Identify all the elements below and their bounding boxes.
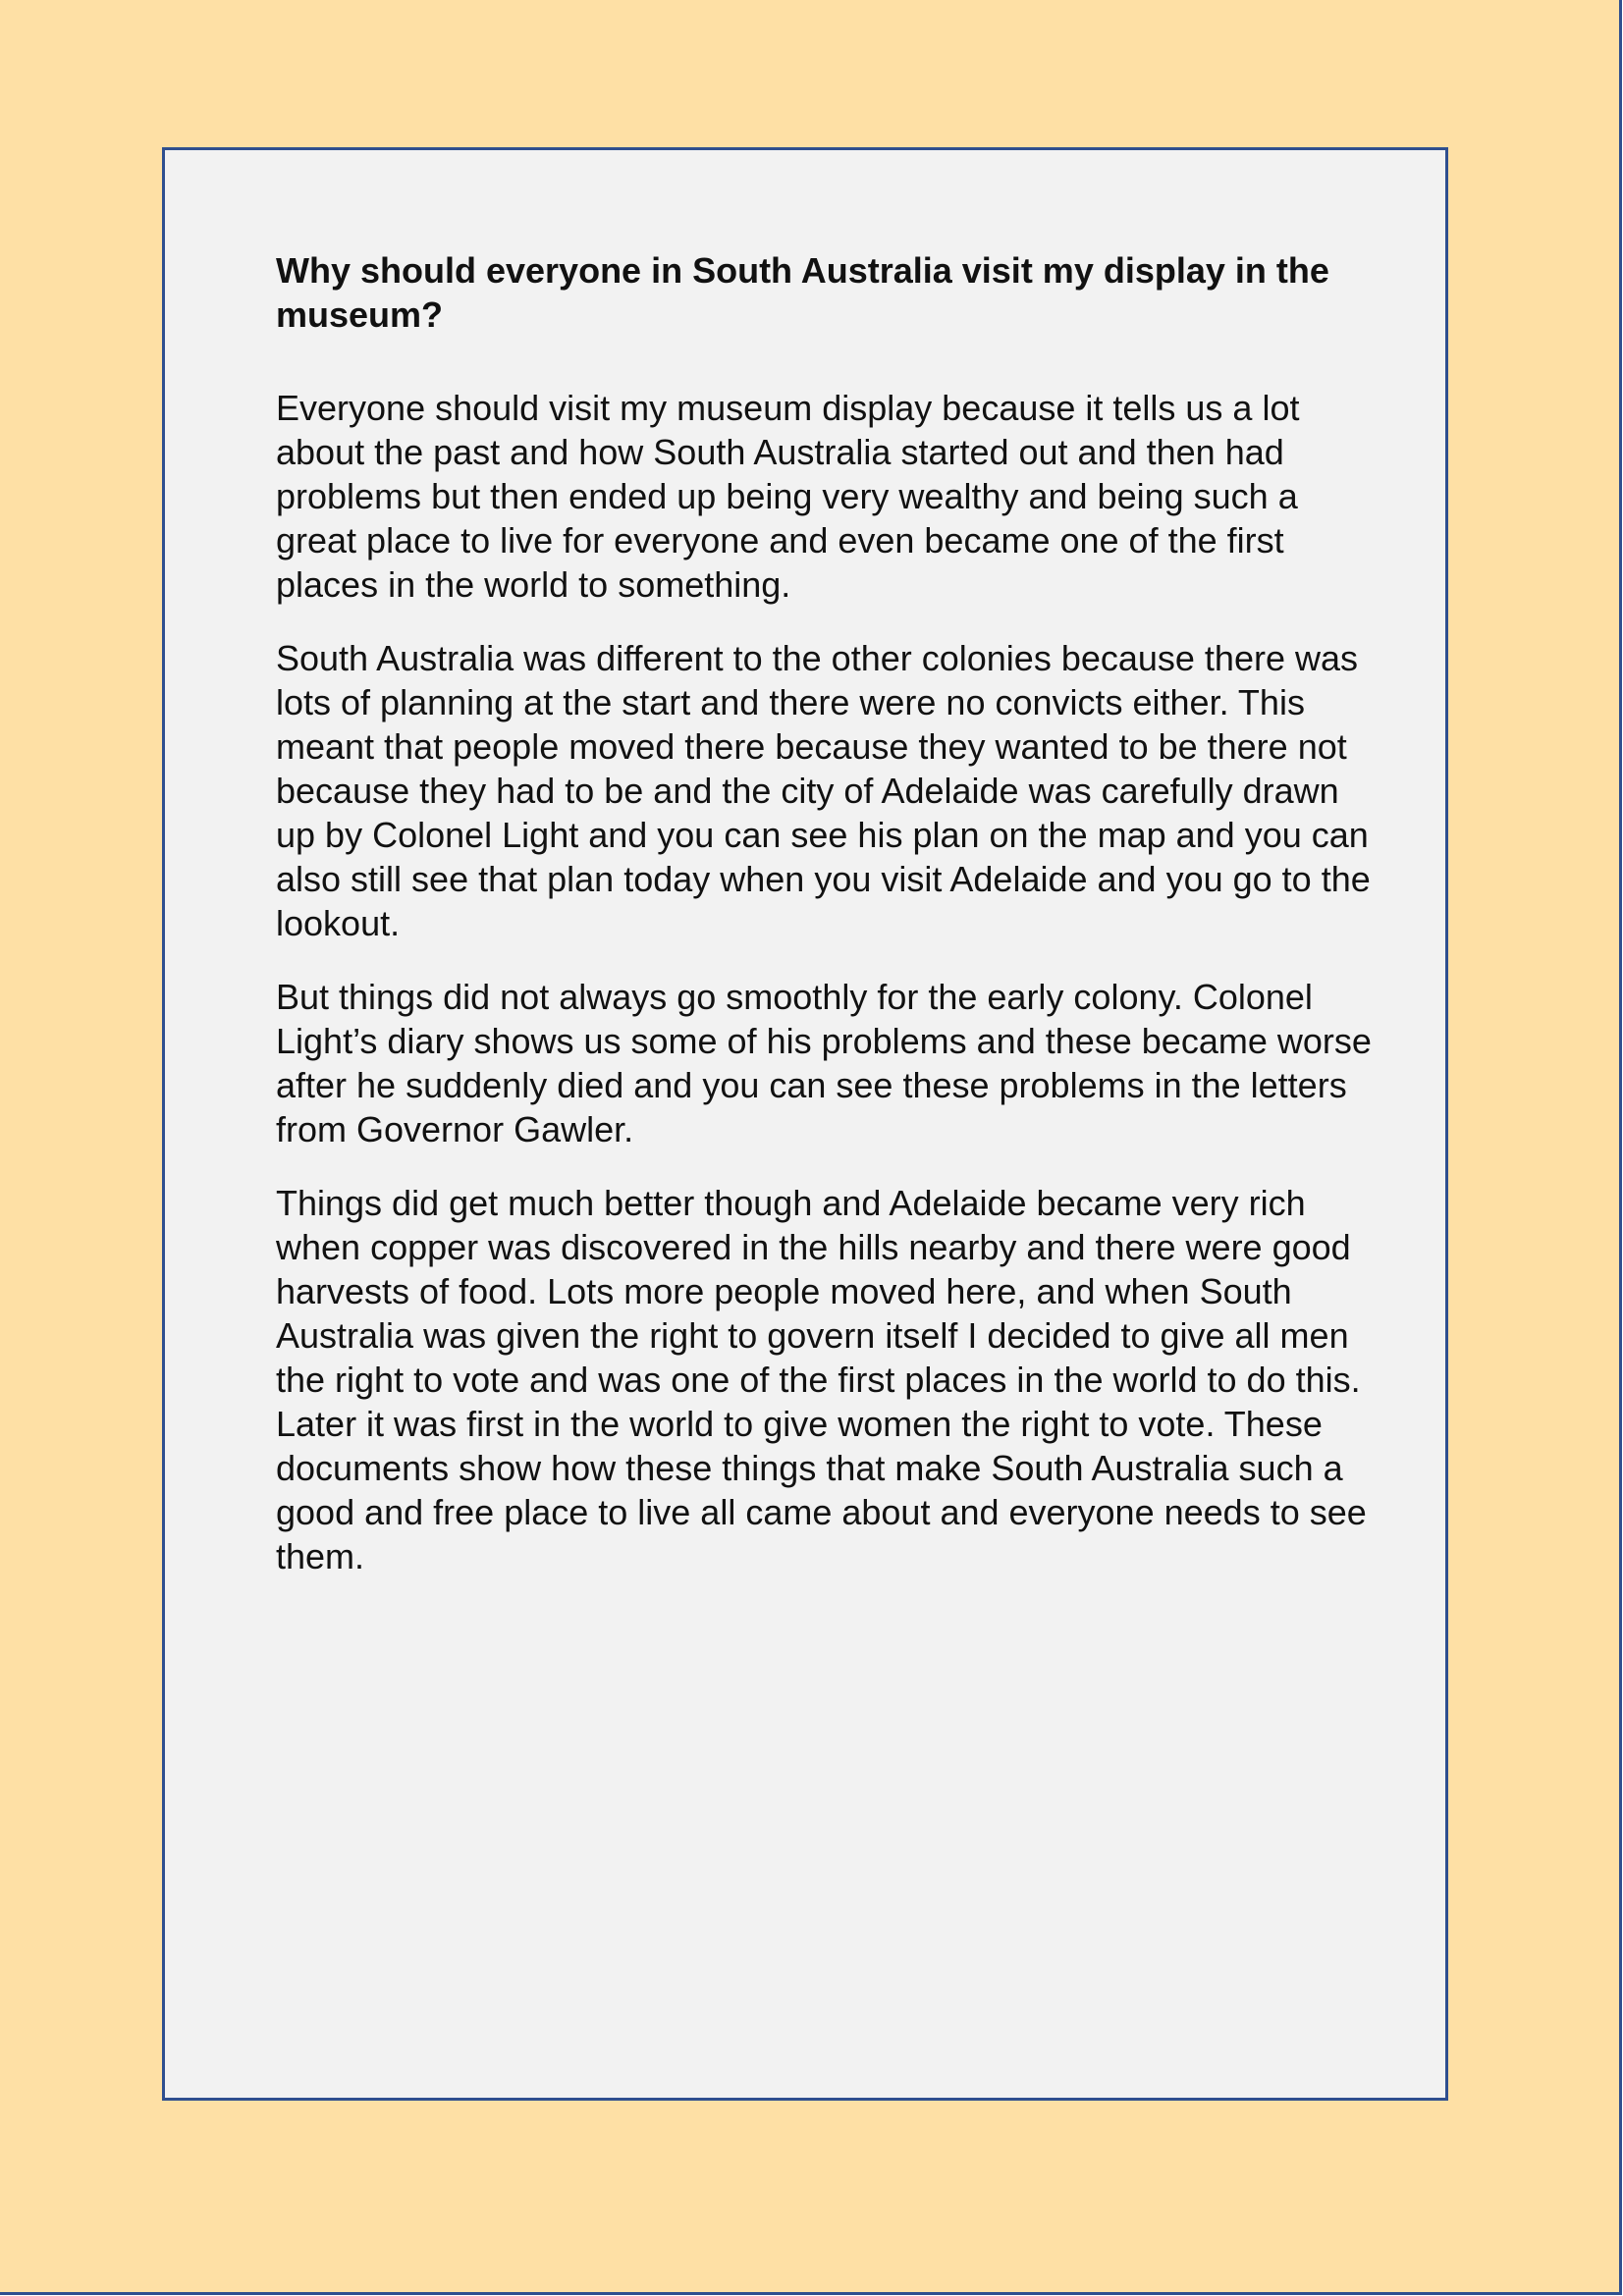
panel-content	[276, 248, 1385, 1608]
paragraph-4: Things did get much better though and Adelaide became very rich when copper was discovered in the hills nearby and there were good harvests of food. Lots more people moved here, and when South Australia was given the right to govern itself I decided to give all men the right to vote and was one of the first places in the world to do this. Later it was first in the world to give women the right to vote. These documents show how these things that make South Australia such a good and free place to live all came about and everyone needs to see them.	[276, 1183, 1367, 1576]
text-panel	[162, 147, 1448, 2101]
paragraph-1: Everyone should visit my museum display because it tells us a lot about the past and how South Australia started out and then had problems but then ended up being very wealthy and being such a great place to live for everyone and even became one of the first places in the world to something.	[276, 388, 1300, 605]
document-title: Why should everyone in South Australia visit my display in the museum?	[276, 250, 1329, 335]
paragraph-2: South Australia was different to the other colonies because there was lots of planning at the start and there were no convicts either. This meant that people moved there because they wanted to be there not because they had to be and the city of Adelaide was carefully drawn up by Colonel Light and you can see his plan on the map and you can also still see that plan today when you visit Adelaide and you go to the lookout.	[276, 638, 1371, 943]
paragraph-3: But things did not always go smoothly for the early colony. Colonel Light’s diary shows us some of his problems and these became worse after he suddenly died and you can see these problems in the letters from Governor Gawler.	[276, 977, 1372, 1149]
